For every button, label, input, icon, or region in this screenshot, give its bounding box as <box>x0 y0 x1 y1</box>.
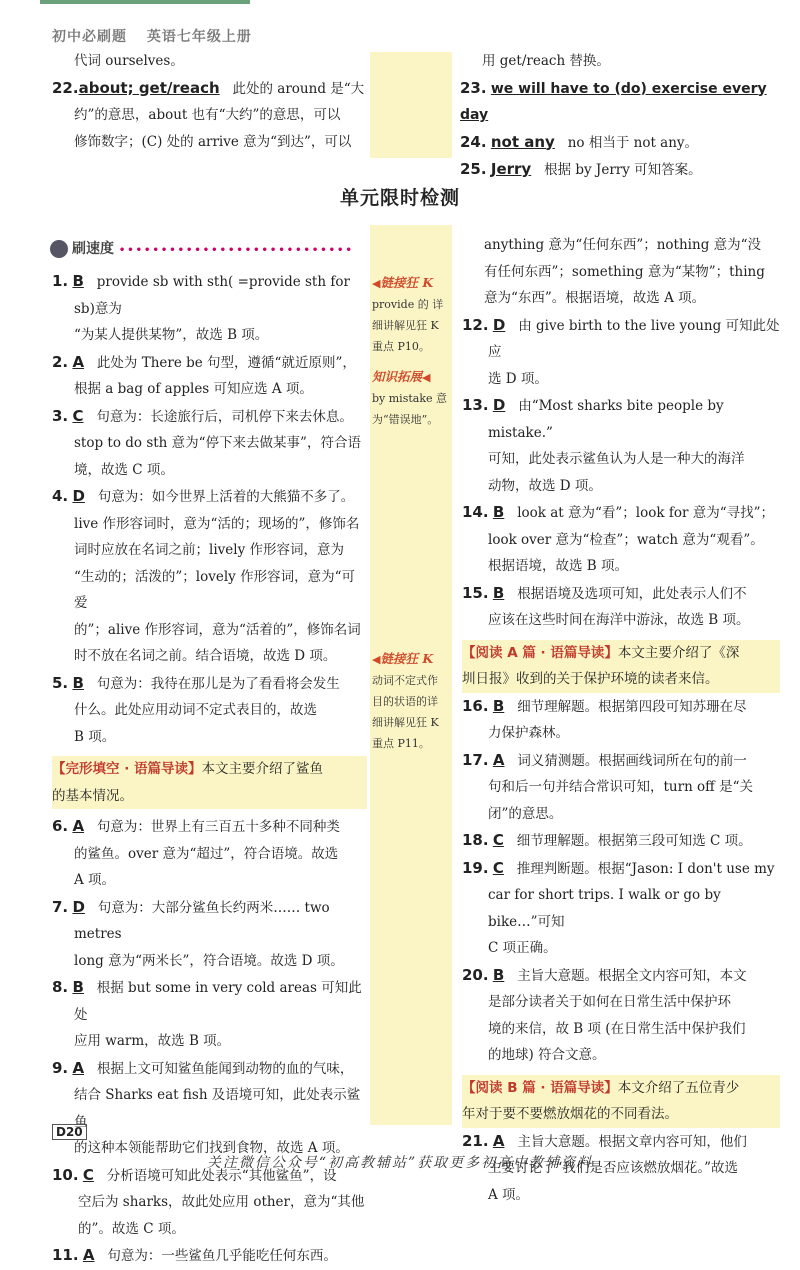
explanation-line: 句意为：大部分鲨鱼长约两米…… two metres <box>74 899 330 942</box>
explanation-line: 根据语境及选项可知，此处表示人们不 <box>517 585 747 602</box>
top-left-block <box>52 48 367 155</box>
answer-22 <box>52 75 367 103</box>
explanation-line: 的鲨鱼。over 意为“超过”，符合语境。故选 <box>74 845 339 862</box>
answer-item <box>462 499 780 580</box>
answer-key: we will have to (do) exercise every day <box>460 80 767 123</box>
question-number: 24. <box>460 132 487 151</box>
question-number: 25. <box>460 160 487 178</box>
passage-guide <box>462 1075 780 1128</box>
text-line: anything 意为“任何东西”；nothing 意为“没 <box>484 237 762 253</box>
answer-item <box>52 670 367 751</box>
badge-label: 刷速度 <box>72 241 114 257</box>
answer-item <box>52 813 367 894</box>
question-number: 8. <box>52 978 69 996</box>
explanation-line: C 项正确。 <box>488 940 557 956</box>
answer-key: A <box>72 817 85 835</box>
explanation-line: 应该在这些时间在海洋中游泳，故选 B 项。 <box>488 612 750 628</box>
explanation-line: 此处为 There be 句型，遵循“就近原则”， <box>96 354 356 371</box>
explanation-line: A 项。 <box>74 872 116 888</box>
answer-key: A <box>72 352 85 371</box>
question-number: 14. <box>462 503 489 521</box>
explanation-line: car for short trips. I walk or go by bike…”可知 <box>488 887 721 930</box>
answer-item <box>52 1242 367 1270</box>
guide-label: 【完形填空 · 语篇导读】 <box>52 761 202 777</box>
note-body <box>372 388 452 430</box>
answer-key: B <box>492 965 505 984</box>
note-line: 细讲解见狂 K <box>372 716 439 729</box>
text-line: 修饰数字；(C) 处的 arrive 意为“到达”，可以 <box>74 133 352 150</box>
arrow-icon: ◀ <box>372 653 381 666</box>
text-line: 有任何东西”；something 意为“某物”；thing <box>484 263 765 280</box>
footer-note: 关注微信公众号“初高教辅站”获取更多初高中教辅资料 <box>206 1155 594 1171</box>
guide-text: 的基本情况。 <box>52 787 133 804</box>
note-line: 目的状语的详 <box>372 695 438 708</box>
explanation-line: “生动的；活泼的”；lovely 作形容词，意为“可爱 <box>74 568 356 611</box>
guide-text: 本文主要介绍了《深 <box>617 644 740 661</box>
answer-item <box>52 483 367 670</box>
explanation-line: 根据 but some in very cold areas 可知此处 <box>74 980 362 1023</box>
explanation-line: 根据上文可知鲨鱼能闻到动物的血的气味， <box>96 1060 354 1077</box>
question-number: 12. <box>462 315 489 334</box>
answer-key: A <box>492 1131 505 1150</box>
explanation-line: 的”；alive 作形容词，意为“活着的”，修饰名词 <box>74 621 361 638</box>
question-number: 23. <box>460 78 487 97</box>
explanation-line: look at 意为“看”；look for 意为“寻找”； <box>517 505 775 521</box>
right-column <box>462 232 780 1208</box>
guide-text: 本文主要介绍了鲨鱼 <box>201 761 324 777</box>
page-header <box>52 26 266 46</box>
side-note-knowledge <box>372 366 452 430</box>
explanation-line: 可知，此处表示鲨鱼认为人是一种大的海洋 <box>488 451 745 467</box>
explanation-line: 由 give birth to the live young 可知此处应 <box>488 317 780 360</box>
explanation-line: 的”。故选 C 项。 <box>78 1220 185 1237</box>
text-line: 意为“东西”。根据语境，故选 A 项。 <box>484 290 706 306</box>
question-number: 17. <box>462 750 489 769</box>
header-book: 英语七年级上册 <box>146 29 252 45</box>
answer-item <box>462 747 780 828</box>
top-right-block <box>460 48 780 184</box>
answer-item <box>462 392 780 499</box>
question-number: 16. <box>462 696 489 715</box>
explanation-line: 主旨大意题。根据文章内容可知，他们 <box>517 1133 747 1150</box>
left-column <box>52 268 367 1270</box>
explanation-line: 力保护森林。 <box>488 725 569 741</box>
explanation-line: 主旨大意题。根据全文内容可知，本文 <box>517 967 747 984</box>
note-line: 细讲解见狂 K <box>372 319 439 332</box>
note-line: 动词不定式作 <box>372 674 438 687</box>
question-number: 6. <box>52 817 69 835</box>
answer-item <box>462 827 780 855</box>
answer-item <box>52 974 367 1055</box>
answer-item <box>462 693 780 747</box>
side-strip-top <box>370 52 452 158</box>
guide-label: 【阅读 B 篇 · 语篇导读】 <box>462 1079 618 1096</box>
text-line: 根据 by Jerry 可知答案。 <box>544 162 702 178</box>
note-line: by mistake 意 <box>372 392 447 405</box>
answer-24 <box>460 129 780 157</box>
explanation-line: 什么。此处应用动词不定式表目的，故选 <box>74 702 317 718</box>
explanation-line: 根据语境，故选 B 项。 <box>488 558 629 574</box>
explanation-line: long 意为“两米长”，符合语境。故选 D 项。 <box>74 952 344 969</box>
note-line: provide 的 详 <box>372 298 444 311</box>
guide-text: 圳日报》收到的关于保护环境的读者来信。 <box>462 671 719 687</box>
explanation-line: 分析语境可知此处表示“其他鲨鱼”，设 <box>106 1167 337 1184</box>
answer-key: B <box>492 503 505 521</box>
explanation-line: 动物，故选 D 项。 <box>488 477 602 494</box>
explanation-line: 境的来信，故 B 项 (在日常生活中保护我们 <box>488 1020 746 1037</box>
question-number: 4. <box>52 487 69 505</box>
guide-text: 年对于要不要燃放烟花的不同看法。 <box>462 1106 678 1122</box>
answer-key: A <box>492 750 505 769</box>
answer-key: D <box>72 487 85 505</box>
passage-guide <box>52 756 367 809</box>
explanation-line: 句意为：世界上有三百五十多种不同种类 <box>96 819 340 835</box>
question-number: 20. <box>462 965 489 984</box>
question-number: 2. <box>52 352 69 371</box>
note-label: 链接狂 K <box>380 651 434 666</box>
question-number: 9. <box>52 1058 69 1077</box>
note-line: 为“错误地”。 <box>372 413 439 426</box>
question-number: 15. <box>462 583 489 602</box>
note-label: 知识拓展 <box>372 369 423 384</box>
page-number: D20 <box>52 1124 87 1140</box>
explanation-line: 推理判断题。根据“Jason: I don't use my <box>516 860 775 877</box>
explanation-line: live 作形容词时，意为“活的；现场的”，修饰名 <box>74 515 360 532</box>
explanation-line: 的这种本领能帮助它们找到食物，故选 A 项。 <box>74 1140 349 1156</box>
answer-item <box>52 894 367 975</box>
speed-badge <box>50 238 354 258</box>
answer-key: D <box>72 897 85 916</box>
answer-key: C <box>72 406 84 425</box>
answer-key: B <box>72 673 84 692</box>
section-title: 单元限时检测 <box>339 187 460 209</box>
answer-key: C <box>492 831 504 849</box>
explanation-line: 时不放在名词之前。结合语境，故选 D 项。 <box>74 648 337 664</box>
explanation-line: 句意为：我待在那儿是为了看看将会发生 <box>96 675 340 692</box>
explanation-line: A 项。 <box>488 1186 530 1203</box>
arrow-icon: ◀ <box>372 277 381 290</box>
answer-key: D <box>492 315 506 334</box>
explanation-line: 主要讨论了“我们是否应该燃放烟花。”故选 <box>488 1160 739 1176</box>
note-body <box>372 670 452 754</box>
explanation-line: 句和后一句并结合常识可知，turn off 是“关 <box>488 779 753 795</box>
explanation-line: 选 D 项。 <box>488 370 548 387</box>
answer-item <box>462 855 780 962</box>
answer-key: about; get/reach <box>78 78 220 97</box>
explanation-line: 句意为：一些鲨鱼几乎能吃任何东西。 <box>107 1248 337 1264</box>
answer-key: D <box>492 396 506 414</box>
answer-key: A <box>72 1058 85 1077</box>
answer-item <box>52 349 367 403</box>
question-number: 7. <box>52 897 69 916</box>
question-number: 3. <box>52 406 69 425</box>
explanation-line: 空后为 sharks，故此处应用 other，意为“其他 <box>78 1194 365 1210</box>
question-number: 21. <box>462 1131 489 1150</box>
answer-key: B <box>492 583 505 602</box>
answer-item <box>462 962 780 1069</box>
guide-text: 本文介绍了五位青少 <box>617 1079 740 1096</box>
answer-23 <box>460 75 780 129</box>
answer-key: B <box>492 696 505 715</box>
question-number: 5. <box>52 673 69 692</box>
text-line: 约”的意思，about 也有“大约”的意思，可以 <box>74 107 341 123</box>
explanation-line: 词义猜测题。根据画线词所在句的前一 <box>517 752 747 769</box>
question-number: 10. <box>52 1165 79 1184</box>
explanation-line: look over 意为“检查”；watch 意为“观看”。 <box>488 531 764 548</box>
answer-item <box>52 403 367 484</box>
explanation-line: stop to do sth 意为“停下来去做某事”，符合语 <box>74 435 361 451</box>
passage-guide <box>462 640 780 693</box>
question-number: 13. <box>462 396 489 414</box>
explanation-line: 细节理解题。根据第四段可知苏珊在尽 <box>517 698 747 715</box>
explanation-line: 结合 Sharks eat fish 及语境可知，此处表示鲨鱼 <box>74 1087 361 1130</box>
note-label: 链接狂 K <box>380 275 434 290</box>
explanation-line: 由“Most sharks bite people by mistake.” <box>488 398 724 441</box>
answer-key: not any <box>490 132 555 151</box>
explanation-line: 细节理解题。根据第三段可知选 C 项。 <box>516 833 752 849</box>
answer-item <box>52 1055 367 1162</box>
question-number: 22. <box>52 78 79 97</box>
answer-key: B <box>72 978 84 996</box>
note-body <box>372 294 452 357</box>
explanation-line: 句意为：如今世界上活着的大熊猫不多了。 <box>97 489 355 505</box>
explanation-line: 闭”的意思。 <box>488 805 563 822</box>
explanation-line: 句意为：长途旅行后，司机停下来去休息。 <box>96 408 353 425</box>
arrow-icon: ◀ <box>422 371 431 384</box>
answer-item <box>52 268 367 349</box>
question-number: 19. <box>462 858 489 877</box>
answer-key: C <box>492 858 504 877</box>
answer-key: Jerry <box>490 160 532 178</box>
header-series: 初中必刷题 <box>52 29 127 45</box>
explanation-line: 境，故选 C 项。 <box>74 461 174 478</box>
answer-item <box>462 580 780 634</box>
explanation-line: 根据 a bag of apples 可知应选 A 项。 <box>74 381 313 397</box>
explanation-line: 是部分读者关于如何在日常生活中保护环 <box>488 994 731 1010</box>
dotted-divider: •••••••••••••••••••••••••••• <box>118 245 354 256</box>
question-number: 18. <box>462 831 489 849</box>
pen-icon <box>50 240 68 258</box>
note-line: 重点 P11。 <box>372 737 430 750</box>
answer-key: A <box>82 1246 95 1264</box>
explanation-line: 的地球) 符合文意。 <box>488 1047 606 1063</box>
question-number: 11. <box>52 1246 79 1264</box>
text-line: 用 get/reach 替换。 <box>482 53 610 69</box>
answer-item <box>462 312 780 393</box>
note-line: 重点 P10。 <box>372 340 430 353</box>
guide-label: 【阅读 A 篇 · 语篇导读】 <box>462 644 618 661</box>
text-line: 代词 ourselves。 <box>74 53 184 69</box>
question-number: 1. <box>52 272 69 290</box>
text-line: no 相当于 not any。 <box>567 134 699 151</box>
answer-key: C <box>82 1165 94 1184</box>
explanation-line: 应用 warm，故选 B 项。 <box>74 1033 231 1049</box>
side-note-link-2 <box>372 648 452 754</box>
explanation-line: B 项。 <box>74 728 116 745</box>
explanation-line: “为某人提供某物”，故选 B 项。 <box>74 327 269 343</box>
side-note-link-1 <box>372 272 452 357</box>
explanation-line: 词时应放在名词之前；lively 作形容词，意为 <box>74 542 344 558</box>
top-accent-bar <box>40 0 250 4</box>
text-line: 此处的 around 是“大 <box>232 80 365 97</box>
answer-25 <box>460 156 780 184</box>
answer-key: B <box>72 272 84 290</box>
explanation-line: provide sb with sth( =provide sth for sb)意为 <box>74 274 350 317</box>
